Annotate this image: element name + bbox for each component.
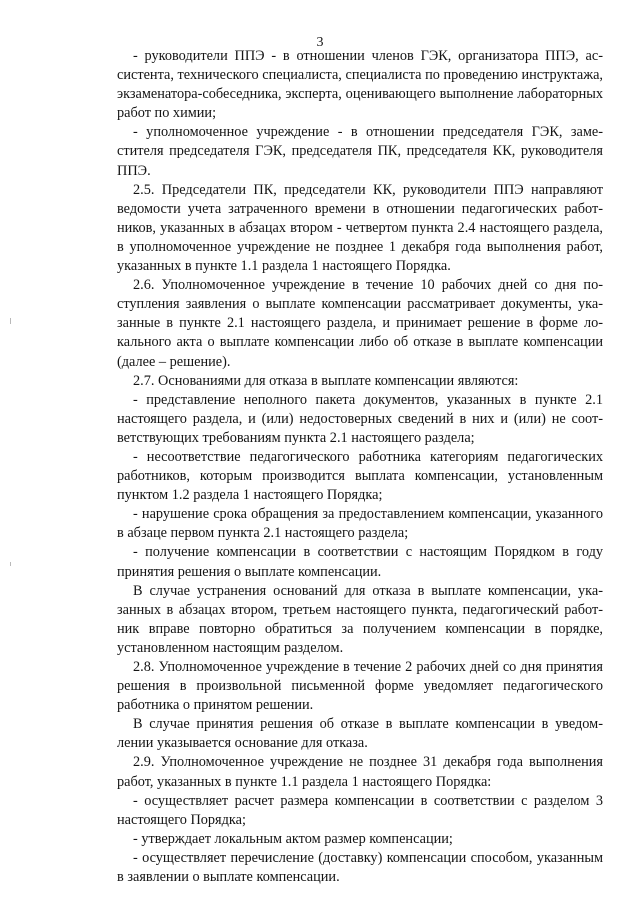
paragraph-refusal-notice: В случае принятия решения об отказе в выплате компенсации в уведомлении указывается основание для отказа. bbox=[117, 716, 603, 752]
page-number: 3 bbox=[316, 35, 324, 50]
paragraph-authorized-institution: - уполномоченное учреждение - в отношении председателя ГЭК, заместителя председателя ГЭК, председателя ПК, председателя КК, руководителя ППЭ. bbox=[117, 124, 603, 179]
paragraph-refusal-deadline-violation: - нарушение срока обращения за предоставлением компенсации, указанного в абзаце первом пункта 2.1 настоящего раздела; bbox=[117, 506, 603, 542]
paragraph-2-9: 2.9. Уполномоченное учреждение не позднее 31 декабря года выполнения работ, указанных в пункте 1.1 раздела 1 настоящего Порядка: bbox=[117, 754, 603, 790]
paragraph-2-6: 2.6. Уполномоченное учреждение в течение 10 рабочих дней со дня поступления заявления о выплате компенсации рассматривает документы, указанные в пункте 2.1 настоящего раздела, и принимает решение в форме локального акта о выплате компенсации либо об отказе в выплате компенсации (далее – решение). bbox=[117, 277, 603, 370]
document-body bbox=[117, 47, 603, 887]
paragraph-2-7: 2.7. Основаниями для отказа в выплате компенсации являются: bbox=[133, 372, 519, 389]
margin-scan-mark bbox=[10, 318, 11, 324]
paragraph-2-5: 2.5. Председатели ПК, председатели КК, руководители ППЭ направляют ведомости учета затраченного времени в отношении педагогических работников, указанных в абзацах втором - четвертом пункта 2.4 настоящего раздела, в уполномоченное учреждение не позднее 1 декабря года выполнения работ, указанных в пункте 1.1 раздела 1 настоящего Порядка. bbox=[117, 181, 603, 275]
paragraph-transfer: - осуществляет перечисление (доставку) компенсации способом, указанным в заявлении о выплате компенсации. bbox=[117, 849, 603, 886]
paragraph-repeated-application: В случае устранения оснований для отказа в выплате компенсации, указанных в абзацах втором, третьем настоящего пункта, педагогический работник вправе повторно обратиться за получением компенсации в порядке, установленном настоящим разделом. bbox=[117, 582, 603, 656]
paragraph-calculation: - осуществляет расчет размера компенсации в соответствии с разделом 3 настоящего Порядка; bbox=[117, 792, 603, 828]
paragraph-refusal-already-received: - получение компенсации в соответствии с настоящим Порядком в году принятия решения о выплате компенсации. bbox=[117, 544, 603, 580]
paragraph-refusal-category-mismatch: - несоответствие педагогического работника категориям педагогических работников, которым производится выплата компенсации, установленным пунктом 1.2 раздела 1 настоящего Порядка; bbox=[117, 448, 603, 504]
paragraph-2-8: 2.8. Уполномоченное учреждение в течение 2 рабочих дней со дня принятия решения в произвольной письменной форме уведомляет педагогического работника о принятом решении. bbox=[117, 659, 603, 714]
margin-scan-mark bbox=[10, 562, 11, 566]
paragraph-heads-of-ppe: - руководители ППЭ - в отношении членов ГЭК, организатора ППЭ, ассистента, технического специалиста, специалиста по проведению инструктажа, экзаменатора-собеседника, эксперта, оценивающего выполнение лабораторных работ по химии; bbox=[117, 48, 603, 122]
paragraph-approval: - утверждает локальным актом размер компенсации; bbox=[133, 830, 453, 847]
paragraph-refusal-incomplete-documents: - представление неполного пакета документов, указанных в пункте 2.1 настоящего раздела, и (или) недостоверных сведений в них и (или) не соответствующих требованиям пункта 2.1 настоящего раздела; bbox=[117, 391, 603, 446]
